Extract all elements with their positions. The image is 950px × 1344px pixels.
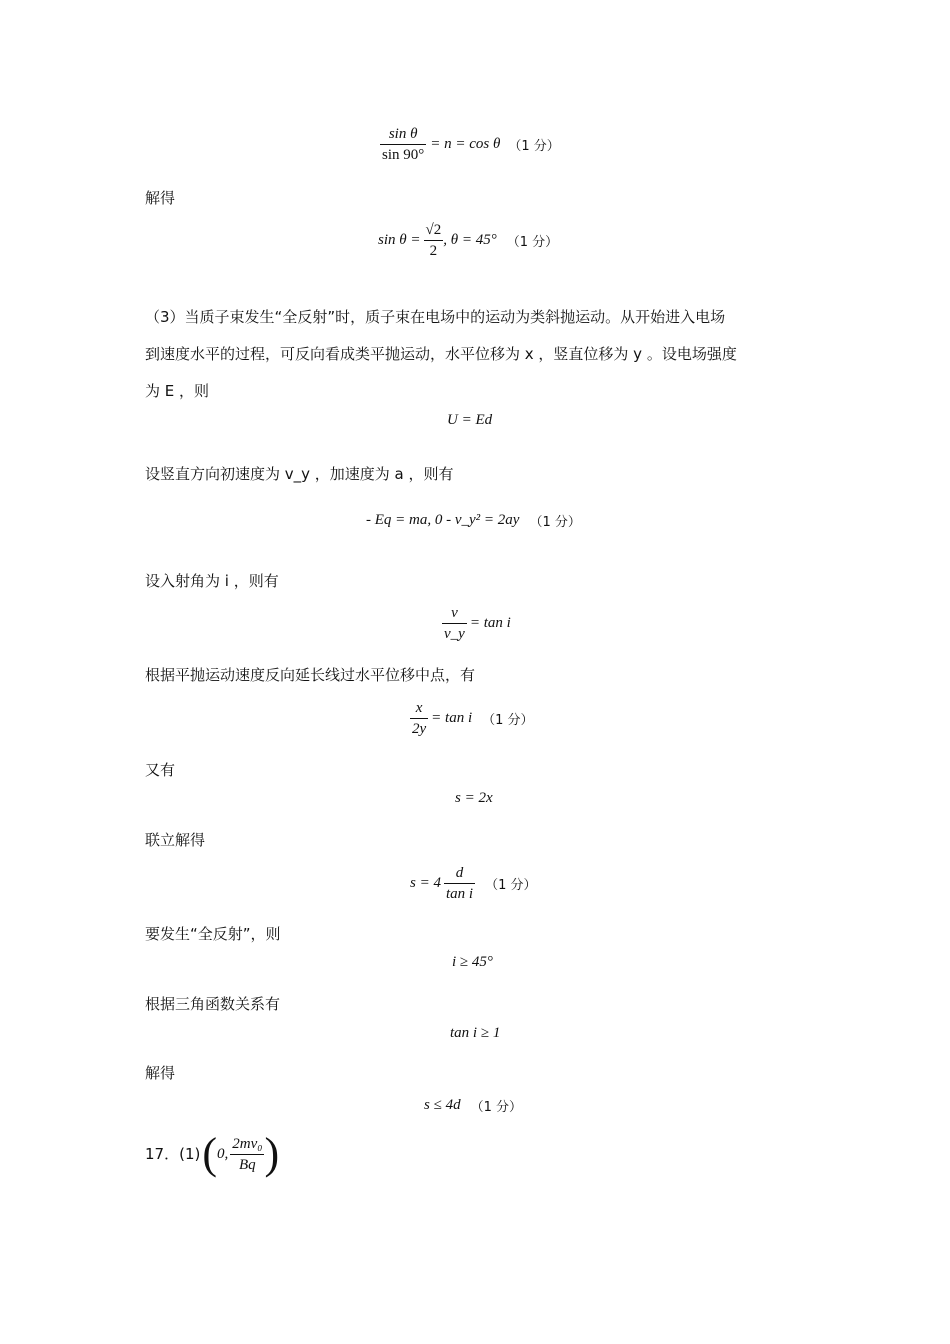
fraction: $\frac{x}{2y}$: [412, 700, 427, 737]
paragraph-part3-line2: 到速度水平的过程，可反向看成类平抛运动，水平位移为 x ，竖直位移为 y 。设电场强度: [145, 345, 737, 363]
equation-x-2y: $\frac{x}{2y}$ = tan i （1 分）: [412, 700, 534, 737]
paragraph-part3-line1: （3）当质子束发生“全反射”时，质子束在电场中的运动为类斜抛运动。从开始进入电场: [145, 308, 726, 326]
equation-sin-theta: sin θ = $\frac{√2}{2}$ , θ = 45° （1 分）: [378, 222, 559, 259]
equation-tan-ge-1: tan i ≥ 1: [450, 1025, 501, 1041]
paragraph-lianli: 联立解得: [145, 831, 206, 849]
paragraph-total-reflection: 要发生“全反射”，则: [145, 925, 281, 943]
paren-open: (: [202, 1129, 217, 1178]
paragraph-set-vy: 设竖直方向初速度为 v_y ，加速度为 a ，则有: [145, 465, 454, 483]
fraction: $\frac{d}{\text{tan i}}$: [445, 865, 474, 902]
paragraph-trig: 根据三角函数关系有: [145, 995, 281, 1013]
equation-s-2x: s = 2x: [455, 790, 493, 806]
paren-close: ): [264, 1129, 280, 1178]
paragraph-part3-line3: 为 E ，则: [145, 382, 210, 400]
equation-s-4d-tan: s = 4 $\frac{d}{\text{tan i}}$ （1 分）: [410, 865, 537, 902]
fraction: $\frac{v}{v\_y}$: [444, 605, 465, 642]
paragraph-youyou: 又有: [145, 761, 176, 779]
equation-i-ge-45: i ≥ 45°: [452, 954, 493, 970]
question-17: 17．(1) ( 0, $\frac{\text{2mv₀}}{Bq}$ ): [145, 1129, 280, 1178]
fraction: $\frac{\text{2mv₀}}{Bq}$: [232, 1135, 263, 1173]
paragraph-jiede-1: 解得: [145, 189, 176, 207]
equation-snell: $\frac{\text{sin θ}}{\sin 90^\circ}$ = n = cos θ （1 分）: [382, 126, 560, 163]
equation-tan-i: $\frac{v}{v\_y}$ = tan i: [444, 605, 511, 642]
paragraph-set-i: 设入射角为 i ，则有: [145, 572, 279, 590]
equation-u-ed: U = Ed: [447, 412, 493, 428]
paragraph-midpoint: 根据平抛运动速度反向延长线过水平位移中点，有: [145, 666, 476, 684]
paragraph-jiede-2: 解得: [145, 1064, 176, 1082]
fraction: $\frac{√2}{2}$: [425, 222, 442, 259]
question-label: 17．(1): [145, 1145, 201, 1163]
equation-motion: - Eq = ma, 0 - v_y² = 2ay （1 分）: [366, 512, 581, 530]
equation-s-le-4d: s ≤ 4d （1 分）: [424, 1097, 522, 1115]
fraction: $\frac{\text{sin θ}}{\sin 90^\circ}$: [382, 126, 425, 163]
